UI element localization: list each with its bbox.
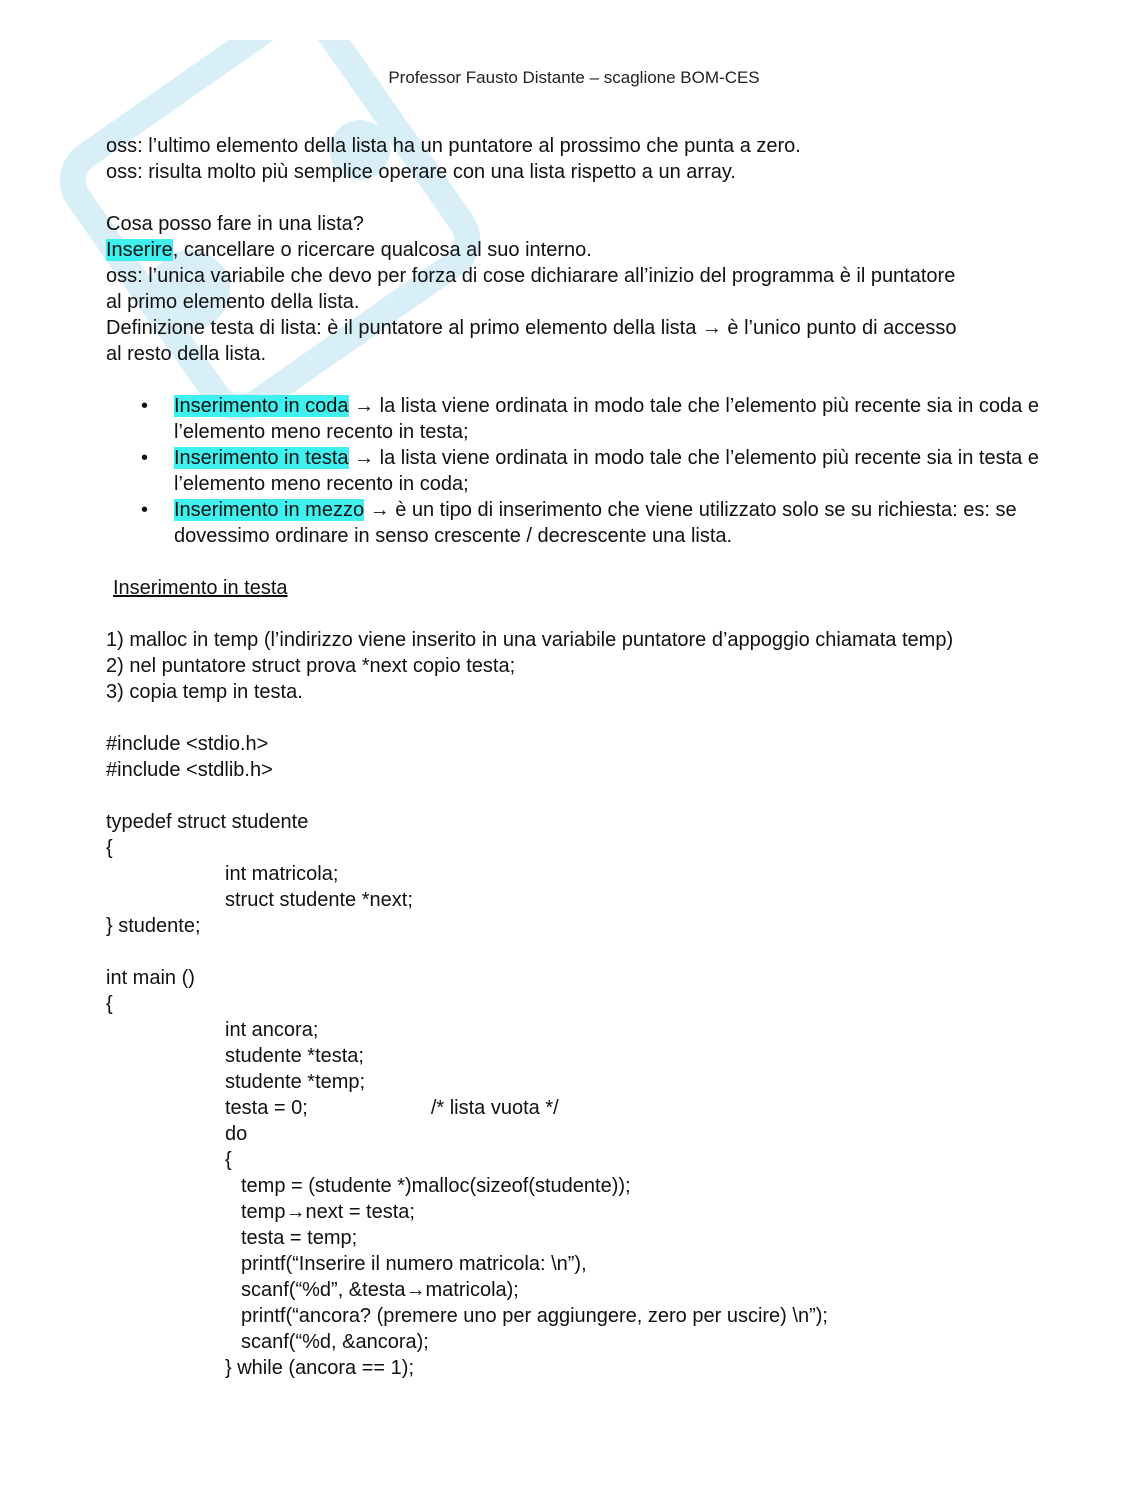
code-line: studente *temp;	[225, 1071, 366, 1093]
bullet-icon: •	[141, 447, 149, 469]
code-comment: /* lista vuota */	[430, 1097, 559, 1119]
list-item: • Inserimento in testa → la lista viene ordinata in modo tale che l’elemento più recente sia in testa e l’elemento meno recento in coda;	[141, 447, 1039, 495]
oss-variable-line: oss: l’unica variabile che devo per forza di cose dichiarare all’inizio del programma è il puntatore	[106, 265, 956, 287]
code-line: do	[225, 1123, 248, 1145]
code-line: } while (ancora == 1);	[225, 1357, 414, 1379]
definition-line: al resto della lista.	[106, 343, 267, 365]
code-line: } studente;	[106, 915, 201, 937]
code-line: printf(“ancora? (premere uno per aggiungere, zero per uscire) \n”);	[241, 1305, 828, 1327]
step: 2) nel puntatore struct prova *next copio testa;	[106, 655, 516, 677]
code-line: {	[225, 1149, 232, 1171]
answer-line: Inserire, cancellare o ricercare qualcosa al suo interno.	[106, 239, 592, 261]
definition-line: Definizione testa di lista: è il puntatore al primo elemento della lista → è l’unico punto di accesso	[106, 317, 957, 339]
bullet-icon: •	[141, 395, 149, 417]
code-line: printf(“Inserire il numero matricola: \n”),	[241, 1253, 587, 1275]
code-line: testa = 0; /* lista vuota */	[225, 1097, 559, 1119]
code-line: #include <stdio.h>	[106, 733, 269, 755]
question: Cosa posso fare in una lista?	[106, 213, 364, 235]
code-line: {	[106, 993, 113, 1015]
page-header: Professor Fausto Distante – scaglione BOM-CES	[388, 68, 760, 87]
code-line: int matricola;	[225, 863, 339, 885]
code-line: typedef struct studente	[106, 811, 309, 833]
insertion-types-list	[106, 393, 1066, 549]
oss-line: oss: l’ultimo elemento della lista ha un puntatore al prossimo che punta a zero.	[106, 135, 801, 157]
highlight-inserire: Inserire	[106, 239, 173, 261]
step: 3) copia temp in testa.	[106, 681, 303, 703]
highlight-label: Inserimento in testa	[174, 447, 349, 469]
highlight-label: Inserimento in coda	[174, 395, 349, 417]
list-item: • Inserimento in mezzo → è un tipo di inserimento che viene utilizzato solo se su richiesta: es: se dovessimo ordinare in senso crescente / decrescente una lista.	[141, 499, 1017, 547]
list-item: • Inserimento in coda → la lista viene ordinata in modo tale che l’elemento più recente sia in coda e l’elemento meno recento in testa;	[141, 395, 1039, 443]
document-body	[106, 133, 1066, 1381]
code-line: temp→next = testa;	[241, 1201, 415, 1223]
bullet-icon: •	[141, 499, 149, 521]
code-line: int main ()	[106, 967, 195, 989]
code-line: {	[106, 837, 113, 859]
oss-line: oss: risulta molto più semplice operare con una lista rispetto a un array.	[106, 161, 736, 183]
code-line: struct studente *next;	[225, 889, 413, 911]
section-title: Inserimento in testa	[113, 577, 288, 599]
oss-variable-line: al primo elemento della lista.	[106, 291, 360, 313]
code-line: scanf(“%d, &ancora);	[241, 1331, 429, 1353]
code-line: #include <stdlib.h>	[106, 759, 273, 781]
code-line: scanf(“%d”, &testa→matricola);	[241, 1279, 519, 1301]
code-line: testa = temp;	[241, 1227, 358, 1249]
code-line: int ancora;	[225, 1019, 319, 1041]
code-line: temp = (studente *)malloc(sizeof(studente));	[241, 1175, 631, 1197]
highlight-label: Inserimento in mezzo	[174, 499, 365, 521]
code-listing	[106, 731, 1066, 1381]
code-line: studente *testa;	[225, 1045, 364, 1067]
step: 1) malloc in temp (l’indirizzo viene inserito in una variabile puntatore d’appoggio chiamata temp)	[106, 629, 954, 651]
